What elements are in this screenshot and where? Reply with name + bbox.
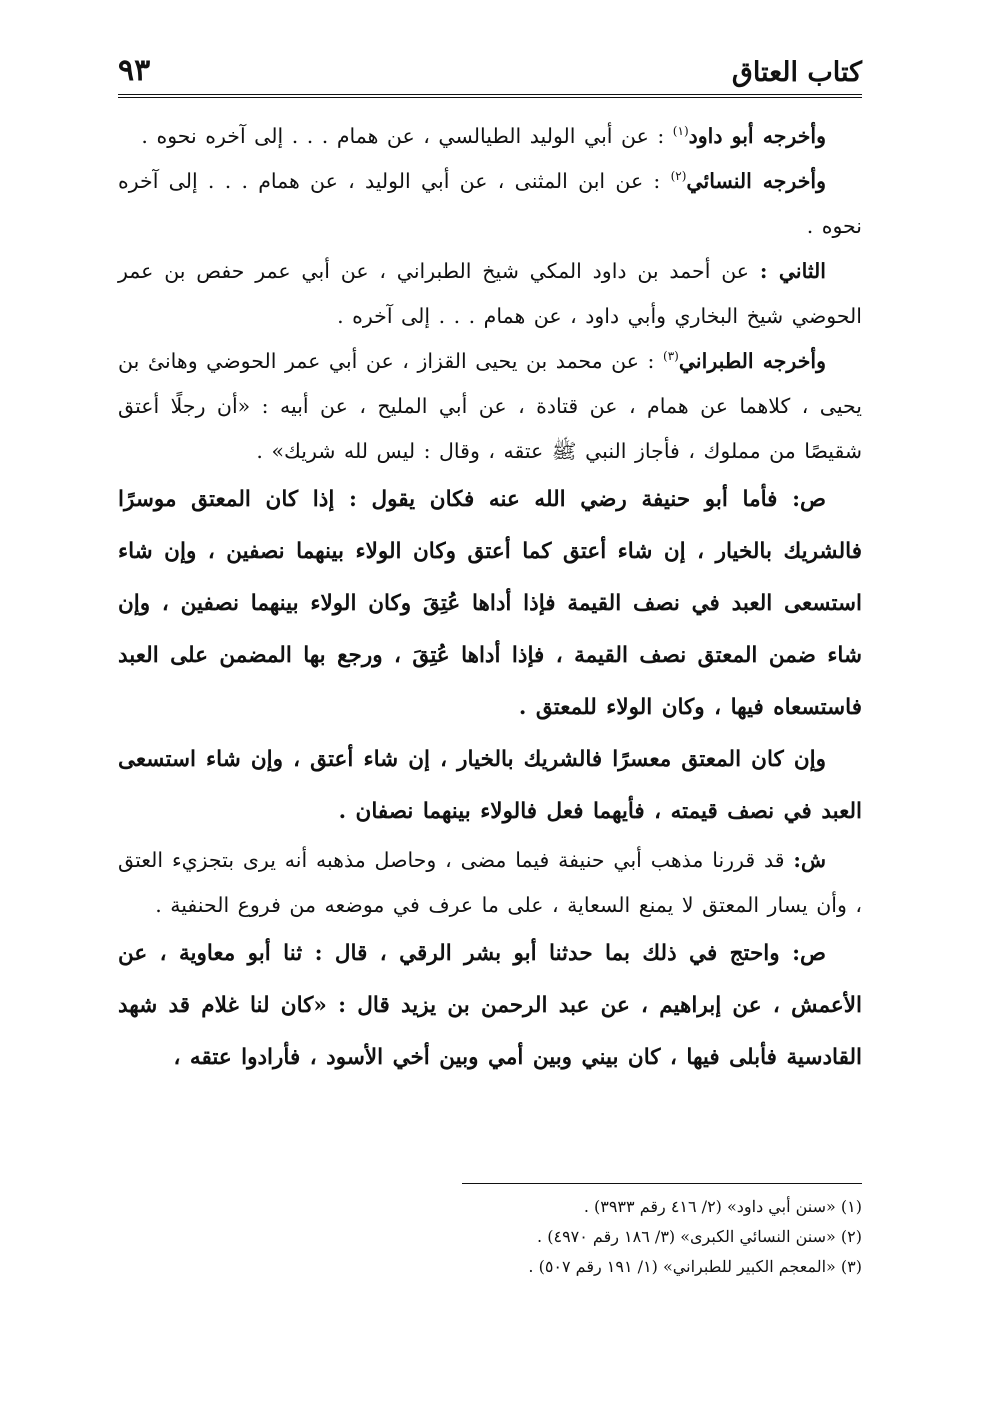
paragraph-lead: وأخرجه أبو داود bbox=[688, 124, 826, 148]
page-header bbox=[118, 36, 862, 98]
paragraph-text: : عن أبي الوليد الطيالسي ، عن همام . . . إلى آخره نحوه . bbox=[141, 124, 665, 148]
matn-ihtajja: ص: واحتج في ذلك بما حدثنا أبو بشر الرقي ، قال : ثنا أبو معاوية ، عن الأعمش ، عن إبراهيم ، عن عبد الرحمن بن يزيد قال : «كان لنا غلام قد شهد القادسية فأبلى فيها ، كان بيني وبين أمي وبين أخي الأسود ، فأرادوا عتقه ، bbox=[118, 941, 862, 1070]
chapter-title: كتاب العتاق bbox=[731, 57, 862, 88]
commentary-lead: ش: bbox=[793, 848, 826, 872]
paragraph-lead: الثاني : bbox=[759, 259, 826, 283]
main-text bbox=[118, 114, 862, 1084]
commentary-text: قد قررنا مذهب أبي حنيفة فيما مضى ، وحاصل مذهبه أنه يرى بتجزيء العتق ، وأن يسار المعتق لا يمنع السعاية ، على ما عرف في موضعه من فروع الحنفية . bbox=[118, 848, 862, 917]
footnote-3: (٣) «المعجم الكبير للطبراني» (١/ ١٩١ رقم ٥٠٧) . bbox=[528, 1257, 862, 1276]
footnotes bbox=[462, 1183, 862, 1282]
footnote-ref: (١) bbox=[672, 124, 689, 139]
footnote-1: (١) «سنن أبي داود» (٢/ ٤١٦ رقم ٣٩٣٣) . bbox=[583, 1197, 862, 1216]
page-number: ٩٣ bbox=[118, 53, 151, 88]
paragraph-lead: وأخرجه الطبراني bbox=[678, 349, 826, 373]
commentary-paragraph bbox=[118, 838, 862, 928]
footnote-ref: (٣) bbox=[663, 349, 679, 364]
matn-abu-hanifa: ص: فأما أبو حنيفة رضي الله عنه فكان يقول : إذا كان المعتق موسرًا فالشريك بالخيار ، إن شاء أعتق كما أعتق وكان الولاء بينهما نصفين ، وإن شاء استسعى العبد في نصف القيمة فإذا أداها عُتِقَ وكان الولاء بينهما نصفين ، وإن شاء ضمن المعتق نصف القيمة ، فإذا أداها عُتِقَ ، ورجع بها المضمن على العبد فاستسعاه فيها ، وكان الولاء للمعتق . bbox=[118, 487, 862, 720]
paragraph-text: : عن محمد بن يحيى القزاز ، عن أبي عمر الحوضي وهانئ بن يحيى ، كلاهما عن همام ، عن قتادة ، عن أبي المليح ، عن أبيه : «أن رجلًا أعتق شقيصًا من مملوك ، فأجاز النبي ﷺ عتقه ، وقال : ليس لله شريك» . bbox=[118, 349, 862, 463]
footnote-ref: (٢) bbox=[670, 169, 687, 184]
matn-muasir: وإن كان المعتق معسرًا فالشريك بالخيار ، إن شاء أعتق ، وإن شاء استسعى العبد في نصف قيمته ، فأيهما فعل فالولاء بينهما نصفان . bbox=[118, 747, 862, 824]
footnote-2: (٢) «سنن النسائي الكبرى» (٣/ ١٨٦ رقم ٤٩٧٠) . bbox=[537, 1227, 862, 1246]
paragraph-lead: وأخرجه النسائي bbox=[686, 169, 826, 193]
paragraph-tabarani bbox=[118, 339, 862, 474]
paragraph-abu-dawud bbox=[118, 114, 862, 159]
paragraph-text: عن أحمد بن داود المكي شيخ الطبراني ، عن أبي عمر حفص بن عمر الحوضي شيخ البخاري وأبي داود ، عن همام . . . إلى آخره . bbox=[118, 259, 862, 328]
paragraph-nasai bbox=[118, 159, 862, 249]
paragraph-text: : عن ابن المثنى ، عن أبي الوليد ، عن همام . . . إلى آخره نحوه . bbox=[118, 169, 862, 238]
paragraph-second-chain bbox=[118, 249, 862, 339]
